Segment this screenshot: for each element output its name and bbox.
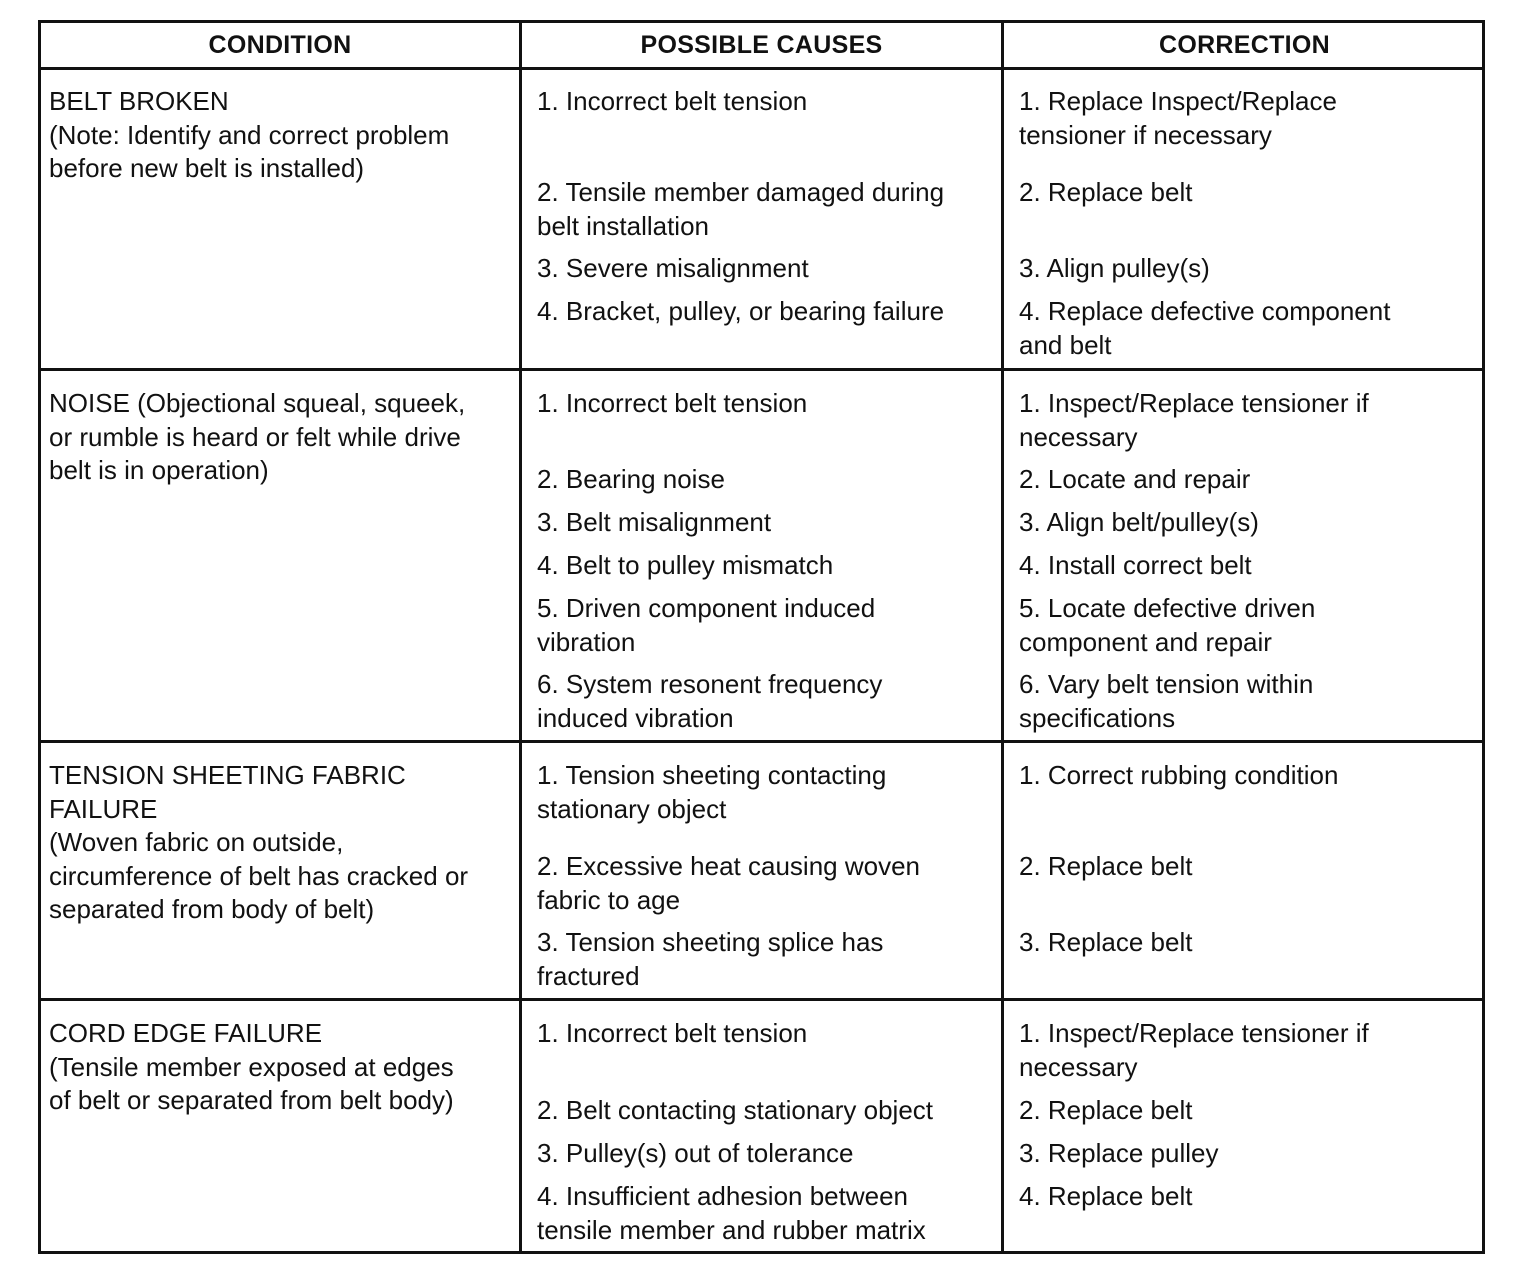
correction-item: 5. Locate defective driven component and repair [1019, 593, 1316, 657]
row-divider [41, 740, 1482, 743]
correction-item: 2. Replace belt [1019, 177, 1193, 207]
row-divider [41, 998, 1482, 1001]
correction-item: 2. Replace belt [1019, 1095, 1193, 1125]
cause-item: 6. System resonent frequency induced vibration [537, 669, 883, 733]
header-divider [41, 67, 1482, 70]
header-possible-causes: POSSIBLE CAUSES [640, 30, 883, 59]
cause-item: 2. Excessive heat causing woven fabric to age [537, 851, 920, 915]
correction-item: 4. Replace belt [1019, 1181, 1193, 1211]
cause-item: 1. Tension sheeting contacting stationary object [537, 760, 887, 824]
condition-text: CORD EDGE FAILURE (Tensile member exposed at edges of belt or separated from belt body) [49, 1018, 454, 1115]
cause-item: 2. Bearing noise [537, 464, 725, 494]
correction-item: 6. Vary belt tension within specifications [1019, 669, 1314, 733]
cause-item: 5. Driven component induced vibration [537, 593, 876, 657]
correction-item: 1. Correct rubbing condition [1019, 760, 1339, 790]
cause-item: 2. Tensile member damaged during belt installation [537, 177, 945, 241]
correction-item: 3. Replace pulley [1019, 1138, 1219, 1168]
condition-text: TENSION SHEETING FABRIC FAILURE (Woven fabric on outside, circumference of belt has cracked or separated from body of belt) [49, 760, 469, 924]
cause-item: 1. Incorrect belt tension [537, 86, 808, 116]
correction-item: 2. Locate and repair [1019, 464, 1251, 494]
cause-item: 4. Insufficient adhesion between tensile member and rubber matrix [537, 1181, 926, 1245]
correction-item: 4. Install correct belt [1019, 550, 1252, 580]
cause-item: 4. Belt to pulley mismatch [537, 550, 834, 580]
cause-item: 2. Belt contacting stationary object [537, 1095, 934, 1125]
correction-item: 1. Inspect/Replace tensioner if necessary [1019, 1018, 1369, 1082]
row-divider [41, 368, 1482, 371]
header-correction: CORRECTION [1158, 30, 1331, 59]
cause-item: 4. Bracket, pulley, or bearing failure [537, 296, 945, 326]
column-divider [519, 23, 522, 1251]
cause-item: 1. Incorrect belt tension [537, 388, 808, 418]
correction-item: 3. Replace belt [1019, 927, 1193, 957]
column-divider [1001, 23, 1004, 1251]
cause-item: 3. Pulley(s) out of tolerance [537, 1138, 854, 1168]
cause-item: 3. Belt misalignment [537, 507, 772, 537]
correction-item: 3. Align pulley(s) [1019, 253, 1210, 283]
condition-text: NOISE (Objectional squeal, squeek, or rumble is heard or felt while drive belt is in operation) [49, 388, 466, 485]
correction-item: 2. Replace belt [1019, 851, 1193, 881]
troubleshooting-table [38, 20, 1485, 1254]
cause-item: 3. Severe misalignment [537, 253, 809, 283]
correction-item: 4. Replace defective component and belt [1019, 296, 1391, 360]
condition-text: BELT BROKEN (Note: Identify and correct problem before new belt is installed) [49, 86, 450, 183]
header-condition: CONDITION [208, 30, 352, 59]
cause-item: 3. Tension sheeting splice has fractured [537, 927, 884, 991]
cause-item: 1. Incorrect belt tension [537, 1018, 808, 1048]
correction-item: 1. Replace Inspect/Replace tensioner if necessary [1019, 86, 1337, 150]
correction-item: 1. Inspect/Replace tensioner if necessary [1019, 388, 1369, 452]
correction-item: 3. Align belt/pulley(s) [1019, 507, 1259, 537]
